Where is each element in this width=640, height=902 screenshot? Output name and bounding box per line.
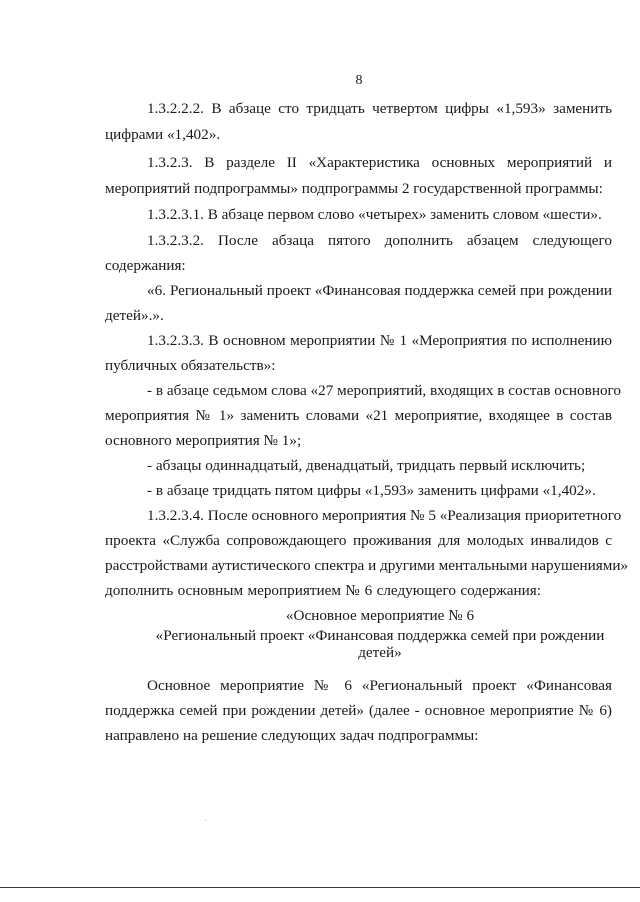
paragraph-line: «6. Региональный проект «Финансовая поддержка семей при рождении bbox=[147, 282, 612, 299]
bottom-edge-line bbox=[0, 887, 640, 888]
paragraph-line: - в абзаце седьмом слова «27 мероприятий, входящих в состав основного bbox=[147, 382, 621, 399]
centered-heading-line: детей» bbox=[358, 644, 402, 661]
centered-heading-line: «Региональный проект «Финансовая поддержка семей при рождении bbox=[155, 627, 605, 644]
paragraph-line: дополнить основным мероприятием № 6 следующего содержания: bbox=[105, 582, 541, 599]
paragraph-line: основного мероприятия № 1»; bbox=[105, 432, 302, 449]
paragraph-line: детей».». bbox=[105, 307, 164, 324]
paragraph-line: мероприятий подпрограммы» подпрограммы 2 государственной программы: bbox=[105, 180, 603, 197]
paragraph-line: проекта «Служба сопровождающего проживания для молодых инвалидов с bbox=[105, 532, 612, 549]
centered-heading-line: «Основное мероприятие № 6 bbox=[285, 607, 475, 624]
paragraph-line: 1.3.2.3.2. После абзаца пятого дополнить абзацем следующего bbox=[147, 232, 612, 249]
paragraph-line: 1.3.2.3. В разделе II «Характеристика основных мероприятий и bbox=[147, 154, 612, 171]
paragraph-line: мероприятия № 1» заменить словами «21 мероприятие, входящее в состав bbox=[105, 407, 612, 424]
paragraph-line: 1.3.2.3.3. В основном мероприятии № 1 «Мероприятия по исполнению bbox=[147, 332, 612, 349]
paragraph-line: публичных обязательств»: bbox=[105, 357, 276, 374]
page-number: 8 bbox=[355, 73, 363, 88]
paragraph-line: - в абзаце тридцать пятом цифры «1,593» заменить цифрами «1,402». bbox=[147, 482, 596, 499]
paragraph-line: Основное мероприятие № 6 «Региональный проект «Финансовая bbox=[147, 677, 612, 694]
paragraph-line: направлено на решение следующих задач подпрограммы: bbox=[105, 727, 479, 744]
paragraph-line: содержания: bbox=[105, 257, 186, 274]
paragraph-line: цифрами «1,402». bbox=[105, 126, 221, 143]
paragraph-line: 1.3.2.3.4. После основного мероприятия № 5 «Реализация приоритетного bbox=[147, 507, 622, 524]
paragraph-line: расстройствами аутистического спектра и другими ментальными нарушениями» bbox=[105, 557, 629, 574]
scan-speck bbox=[205, 820, 206, 821]
paragraph-line: поддержка семей при рождении детей» (далее - основное мероприятие № 6) bbox=[105, 702, 612, 719]
paragraph-line: 1.3.2.3.1. В абзаце первом слово «четырех» заменить словом «шести». bbox=[147, 206, 602, 223]
paragraph-line: 1.3.2.2.2. В абзаце сто тридцать четвертом цифры «1,593» заменить bbox=[147, 100, 612, 117]
paragraph-line: - абзацы одиннадцатый, двенадцатый, тридцать первый исключить; bbox=[147, 457, 586, 474]
